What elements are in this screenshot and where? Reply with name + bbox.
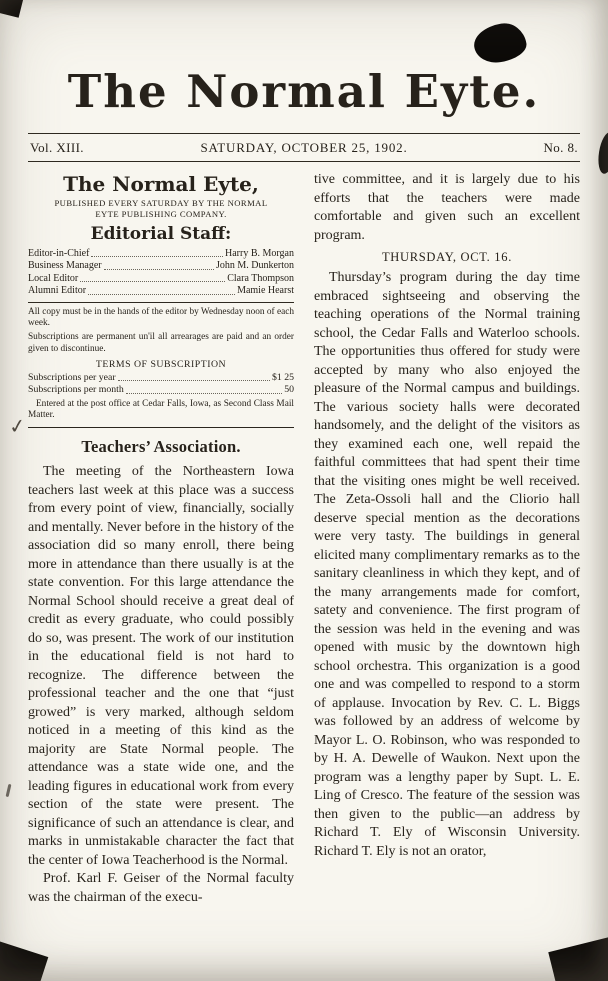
editorial-staff-heading: Editorial Staff: — [90, 224, 232, 245]
terms-label: Subscriptions per month — [28, 384, 124, 396]
staff-role: Editor-in-Chief — [28, 247, 90, 259]
dotted-leader — [91, 256, 223, 257]
terms-heading: TERMS OF SUBSCRIPTION — [95, 358, 227, 370]
staff-name: Mamie Hearst — [237, 285, 294, 297]
article-paragraph: Prof. Karl F. Geiser of the Normal faculty was the chairman of the execu- — [28, 871, 294, 905]
article-paragraph: Thursday’s program during the day time embraced sightseeing and observing the teaching operations of the Normal training school, the Cedar Falls and Waterloo schools. The opportunities thus offered for study were accepted by many who also enjoyed the pleasure of the Normal campus and buildings. The various society halls were decorated handsomely, and the delight of the visitors as they examined each one, well repaid the faithful committees that had spent their time that the visiting ones might be well received. The Zeta-Ossoli hall and the Cliorio hall deserve special mention as the decorations were very tasty. The buildings in general elicited many complimentary remarks as to the sanitary cleanliness in which they kept, and of the many arrangements made for comfort, satety and convenience. The first program of the session was held in the evening and was opened with music by the downtown high school orchestra. This organization is a good one and was compelled to respond to a storm of applause. Invocation by Rev. C. L. Biggs was followed by an address of welcome by Mayor L. O. Robinson, who was responded to by H. A. Dewelle of Waukon. Next upon the program was a lengthy paper by Supt. L. E. Ling of Cresco. The feature of the session was then given to the public—an address by Richard T. Ely of Wisconsin University. Richard T. Ely is not an orator, — [314, 270, 580, 859]
article-heading: Teachers’ Association. — [81, 437, 241, 457]
terms-row — [28, 372, 294, 384]
right-column — [314, 171, 580, 907]
dotted-leader — [88, 294, 235, 295]
issue-date: SATURDAY, OCTOBER 25, 1902. — [200, 140, 408, 156]
paper-title: The Normal Eyte, — [63, 172, 259, 197]
dotted-leader — [126, 393, 282, 394]
terms-row — [28, 384, 294, 396]
issue-number: No. 8. — [543, 140, 578, 156]
article-paragraph-continuation: tive committee, and it is largely due to his efforts that the teachers were made comfortable and given such an excellent program. — [314, 172, 580, 243]
copy-deadline-notice: All copy must be in the hands of the editor by Wednesday noon of each week. — [28, 306, 294, 329]
terms-label: Subscriptions per year — [28, 371, 116, 383]
rule-below-dateline — [28, 161, 580, 162]
terms-value: 50 — [284, 384, 294, 396]
scan-artifact-bottom-left — [0, 939, 48, 981]
staff-name: John M. Dunkerton — [215, 260, 294, 272]
staff-role: Business Manager — [28, 260, 102, 272]
rule-below-staff — [28, 302, 294, 303]
article-subheading: THURSDAY, OCT. 16. — [381, 250, 513, 265]
staff-row — [28, 260, 294, 272]
dotted-leader — [104, 269, 214, 270]
staff-row — [28, 248, 294, 260]
dotted-leader — [80, 281, 225, 282]
columns — [28, 171, 580, 907]
staff-row — [28, 273, 294, 285]
staff-name: Clara Thompson — [227, 272, 294, 284]
staff-row — [28, 285, 294, 297]
left-column — [28, 171, 294, 907]
scan-artifact-bottom-right — [548, 935, 608, 981]
published-by-notice: PUBLISHED EVERY SATURDAY BY THE NORMAL EYTE PUBLISHING COMPANY. — [54, 198, 268, 220]
dateline — [28, 134, 580, 161]
rule-above-article — [28, 427, 294, 428]
post-office-notice: Entered at the post office at Cedar Falls, Iowa, as Second Class Mail Matter. — [28, 398, 294, 420]
volume-label: Vol. XIII. — [30, 140, 84, 156]
dotted-leader — [118, 380, 270, 381]
terms-value: $1 25 — [271, 371, 294, 383]
staff-name: Harry B. Morgan — [225, 247, 294, 259]
masthead-title: The Normal Eyte. — [67, 65, 541, 118]
staff-role: Alumni Editor — [28, 285, 87, 297]
masthead — [28, 65, 580, 118]
staff-role: Local Editor — [28, 272, 79, 284]
margin-checkmark-icon: ✓ — [7, 412, 28, 440]
article-paragraph: The meeting of the Northeastern Iowa teachers last week at this place was a success from every point of view, financially, socially and mentally. Never before in the history of the association did so many enroll, there being more in attendance than there usually is at the state convention. For this large attendance the Normal School should receive a great deal of credit as every graduate, who could possibly do so, was present. The work of our institution in the educational field is not hard to recognize. The difference between the professional teacher and the one that “just growed” is very marked, although seldom noticed in a meeting of this kind as the majority are State Normal people. The attendance was a state wide one, and the leading figures in educational work from every section of the state were present. The significance of such an attendance is clear, and marks in unmistakable character the fact that the center of Iowa Teacherhood is the Normal. — [28, 464, 294, 868]
subscription-policy-notice: Subscriptions are permanent un'il all arrearages are paid and an order given to discontinue. — [28, 332, 294, 354]
